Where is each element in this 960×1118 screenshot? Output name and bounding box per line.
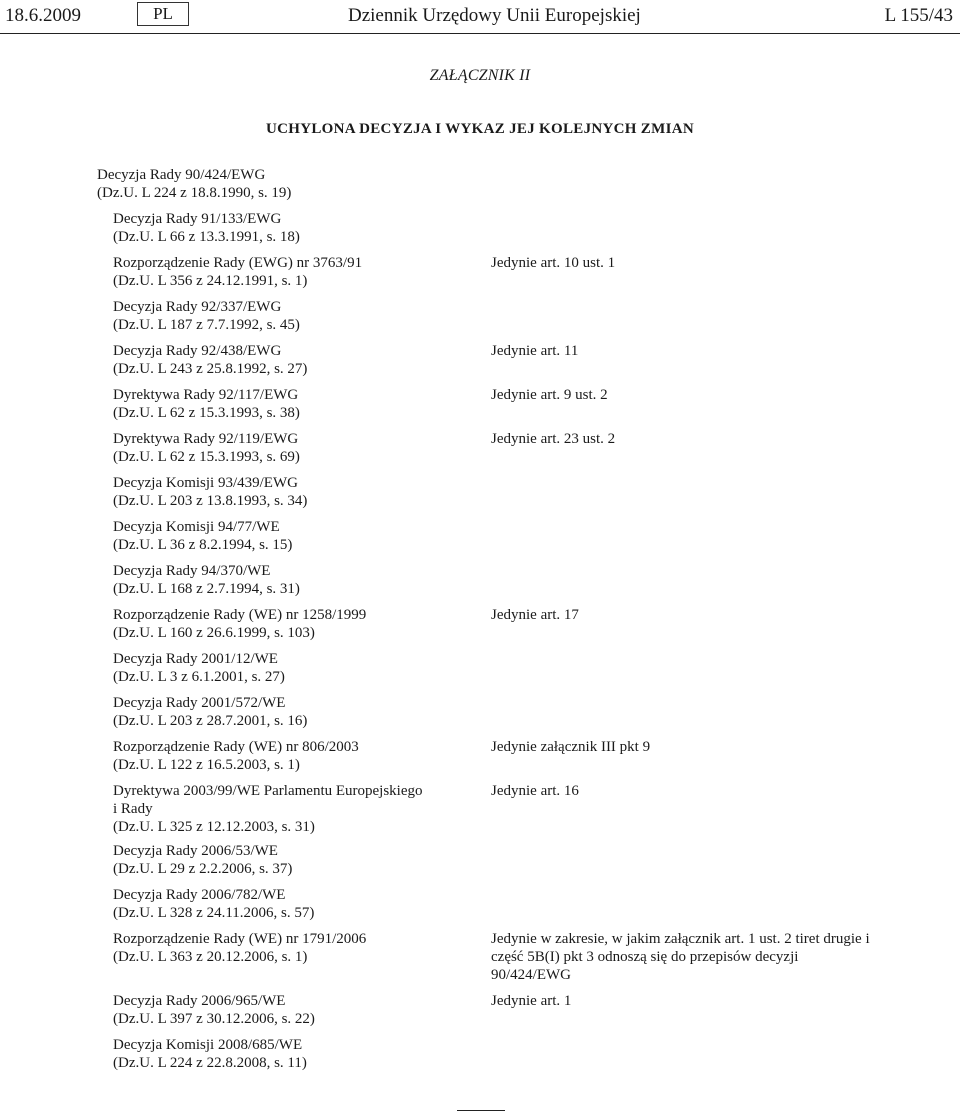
amendment-reference: (Dz.U. L 187 z 7.7.1992, s. 45) — [113, 317, 300, 333]
amendment-title: Decyzja Rady 2006/782/WE — [113, 887, 286, 903]
base-act-reference: (Dz.U. L 224 z 18.8.1990, s. 19) — [97, 185, 292, 201]
amendment-title: Dyrektywa Rady 92/117/EWG — [113, 387, 299, 403]
amendment-title: Decyzja Komisji 93/439/EWG — [113, 475, 298, 491]
header-rule — [0, 33, 960, 34]
amendment-reference: (Dz.U. L 363 z 20.12.2006, s. 1) — [113, 949, 308, 965]
amendment-scope-note: Jedynie art. 23 ust. 2 — [491, 431, 616, 447]
amendment-title: Decyzja Komisji 2008/685/WE — [113, 1037, 303, 1053]
amendment-scope-note: Jedynie art. 17 — [491, 607, 579, 623]
amendment-title: Decyzja Rady 92/438/EWG — [113, 343, 282, 359]
annex-title: ZAŁĄCZNIK II — [429, 67, 531, 84]
amendment-title: Decyzja Rady 2001/572/WE — [113, 695, 286, 711]
journal-title: Dziennik Urzędowy Unii Europejskiej — [348, 5, 641, 26]
amendment-title: Rozporządzenie Rady (WE) nr 1791/2006 — [113, 931, 367, 947]
publication-date: 18.6.2009 — [5, 5, 81, 26]
amendment-reference: (Dz.U. L 168 z 2.7.1994, s. 31) — [113, 581, 300, 597]
language-badge: PL — [137, 2, 189, 26]
page-header — [0, 0, 960, 32]
amendment-reference: (Dz.U. L 325 z 12.12.2003, s. 31) — [113, 819, 315, 835]
amendment-title: Decyzja Rady 2006/53/WE — [113, 843, 278, 859]
amendment-title: Decyzja Rady 91/133/EWG — [113, 211, 282, 227]
footer-rule — [457, 1110, 505, 1111]
amendment-reference: (Dz.U. L 160 z 26.6.1999, s. 103) — [113, 625, 315, 641]
amendment-scope-note: Jedynie w zakresie, w jakim załącznik art. 1 ust. 2 tiret drugie i część 5B(I) pkt 3 odnoszą się do przepisów decyzji 90/424/EWG — [491, 931, 870, 983]
amendment-scope-note: Jedynie załącznik III pkt 9 — [491, 739, 651, 755]
amendment-reference: (Dz.U. L 36 z 8.2.1994, s. 15) — [113, 537, 293, 553]
amendment-reference: (Dz.U. L 203 z 28.7.2001, s. 16) — [113, 713, 308, 729]
amendment-reference: (Dz.U. L 243 z 25.8.1992, s. 27) — [113, 361, 308, 377]
amendment-reference: (Dz.U. L 3 z 6.1.2001, s. 27) — [113, 669, 285, 685]
amendment-reference: (Dz.U. L 356 z 24.12.1991, s. 1) — [113, 273, 308, 289]
amendment-scope-note: Jedynie art. 11 — [491, 343, 579, 359]
amendment-title: Rozporządzenie Rady (WE) nr 1258/1999 — [113, 607, 367, 623]
amendment-reference: (Dz.U. L 62 z 15.3.1993, s. 38) — [113, 405, 300, 421]
amendment-reference: (Dz.U. L 203 z 13.8.1993, s. 34) — [113, 493, 308, 509]
page-reference: L 155/43 — [884, 5, 953, 26]
amendment-reference: (Dz.U. L 122 z 16.5.2003, s. 1) — [113, 757, 300, 773]
amendment-reference: (Dz.U. L 62 z 15.3.1993, s. 69) — [113, 449, 300, 465]
amendment-scope-note: Jedynie art. 1 — [491, 993, 572, 1009]
amendment-reference: (Dz.U. L 224 z 22.8.2008, s. 11) — [113, 1055, 307, 1071]
amendment-title: Dyrektywa 2003/99/WE Parlamentu Europejskiego — [113, 783, 423, 799]
amendment-reference: (Dz.U. L 66 z 13.3.1991, s. 18) — [113, 229, 300, 245]
amendment-reference: (Dz.U. L 29 z 2.2.2006, s. 37) — [113, 861, 293, 877]
base-act-title: Decyzja Rady 90/424/EWG — [97, 167, 266, 183]
amendment-title: Decyzja Rady 2001/12/WE — [113, 651, 278, 667]
amendment-reference: (Dz.U. L 328 z 24.11.2006, s. 57) — [113, 905, 315, 921]
amendment-reference: (Dz.U. L 397 z 30.12.2006, s. 22) — [113, 1011, 315, 1027]
amendment-scope-note: Jedynie art. 10 ust. 1 — [491, 255, 616, 271]
amendment-title: i Rady — [113, 801, 153, 817]
amendment-scope-note: Jedynie art. 9 ust. 2 — [491, 387, 608, 403]
amendment-title: Decyzja Rady 92/337/EWG — [113, 299, 282, 315]
amendment-title: Decyzja Komisji 94/77/WE — [113, 519, 280, 535]
amendment-title: Decyzja Rady 94/370/WE — [113, 563, 271, 579]
amendment-title: Rozporządzenie Rady (EWG) nr 3763/91 — [113, 255, 363, 271]
amendment-scope-note: Jedynie art. 16 — [491, 783, 579, 799]
section-heading: UCHYLONA DECYZJA I WYKAZ JEJ KOLEJNYCH ZMIAN — [266, 121, 694, 137]
amendment-title: Decyzja Rady 2006/965/WE — [113, 993, 286, 1009]
amendment-title: Rozporządzenie Rady (WE) nr 806/2003 — [113, 739, 359, 755]
amendment-title: Dyrektywa Rady 92/119/EWG — [113, 431, 299, 447]
